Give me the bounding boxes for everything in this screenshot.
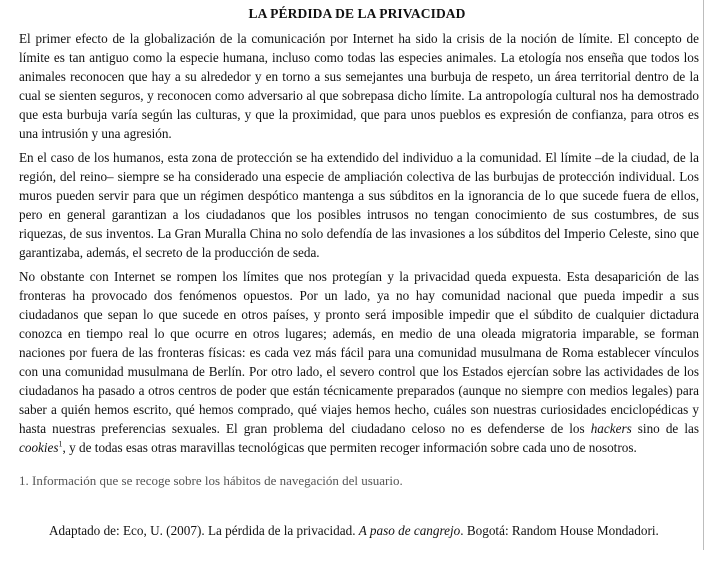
paragraph-1: El primer efecto de la globalización de la comunicación por Internet ha sido la crisis de la noción de límite. El concepto de límite es tan antiguo como la especie humana, incluso como todas las especies animales. La etología nos enseña que todos los animales reconocen que hay a su alrededor y en torno a sus semejantes una burbuja de respeto, un área territorial dentro de la cual se sienten seguros, y reconocen como adversario al que sobrepasa dicho límite. La antropología cultural nos ha demostrado que esta burbuja varía según las culturas, y que la proximidad, que para unos pueblos es expresión de confianza, para otros es una intrusión y una agresión. <box>19 31 699 141</box>
source-citation <box>49 522 699 540</box>
citation-book-title: A paso de cangrejo <box>358 523 461 538</box>
document-title: LA PÉRDIDA DE LA PRIVACIDAD <box>248 6 466 21</box>
footnote-1: 1. Información que se recoge sobre los hábitos de navegación del usuario. <box>19 473 403 488</box>
citation-suffix: . Bogotá: Random House Mondadori. <box>460 523 659 538</box>
term-hackers: hackers <box>590 421 632 436</box>
term-cookies: cookies <box>19 440 59 455</box>
citation-prefix: Adaptado de: Eco, U. (2007). La pérdida de la privacidad. <box>49 523 359 538</box>
paragraph-3-text-middle: sino de las <box>631 421 699 436</box>
footnote-reference: 1 <box>58 439 63 449</box>
article-body <box>19 29 699 462</box>
paragraph-3-text-after: , y de todas esas otras maravillas tecnológicas que permiten recoger información sobre cada uno de nosotros. <box>62 440 637 455</box>
paragraph-3 <box>19 267 699 457</box>
paragraph-3-text-before: No obstante con Internet se rompen los límites que nos protegían y la privacidad queda expuesta. Esta desaparición de las fronteras ha provocado dos fenómenos opuestos. Por un lado, ya no hay comunidad nacional que pueda impedir a sus ciudadanos que sepan lo que sucede en otros países, y pronto será imposible impedir que el súbdito de cualquier dictadura conozca en tiempo real lo que ocurre en otros lugares; además, en medio de una oleada migratoria imparable, se forman naciones por fuera de las fronteras físicas: es cada vez más fácil para una comunidad musulmana de Roma establecer vínculos con una comunidad musulmana de Berlín. Por otro lado, el severo control que los Estados ejercían sobre las actividades de los ciudadanos ha pasado a otros centros de poder que están técnicamente preparados (aunque no siempre con medios legales) para saber a quién hemos escrito, qué hemos comprado, qué viajes hemos hecho, cuáles son nuestras curiosidades enciclopédicas y hasta nuestras preferencias sexuales. El gran problema del ciudadano celoso no es defenderse de los <box>19 269 699 436</box>
page-edge-divider <box>703 0 704 550</box>
paragraph-2: En el caso de los humanos, esta zona de protección se ha extendido del individuo a la comunidad. El límite –de la ciudad, de la región, del reino– siempre se ha considerado una especie de ampliación colectiva de las burbujas de protección individual. Los muros pueden servir para que un régimen despótico mantenga a sus súbditos en la ignorancia de lo que sucede fuera de ellos, pero en general garantizan a los ciudadanos que los posibles intrusos no tengan conocimiento de sus costumbres, de sus riquezas, de sus inventos. La Gran Muralla China no solo defendía de las invasiones a los súbditos del Imperio Celeste, sino que garantizaba, además, el secreto de la producción de seda. <box>19 150 699 260</box>
